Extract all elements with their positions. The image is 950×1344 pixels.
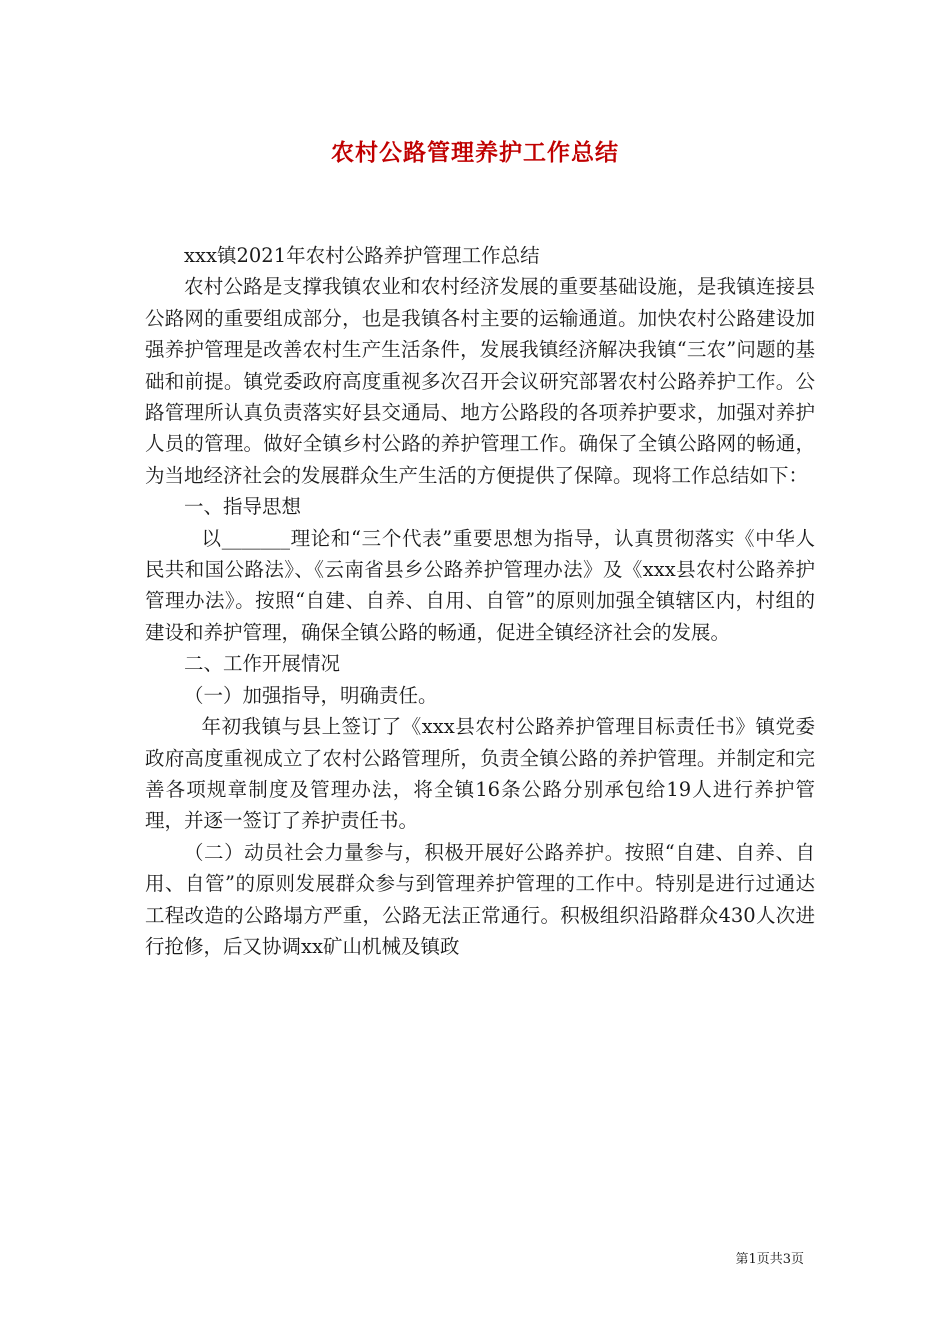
paragraph-responsibility: 年初我镇与县上签订了《xxx县农村公路养护管理目标责任书》镇党委政府高度重视成立了农村公路管理所，负责全镇公路的养护管理。并制定和完善各项规章制度及管理办法，将全镇16条公路分别承包给19人进行养护管理，并逐一签订了养护责任书。 xyxy=(145,715,815,833)
page-number: 第1页共3页 xyxy=(735,1252,804,1267)
paragraph-subtitle: xxx镇2021年农村公路养护管理工作总结 xyxy=(184,244,540,267)
paragraph-social-participation: （二）动员社会力量参与，积极开展好公路养护。按照“自建、自养、自用、自管”的原则发展群众参与到管理养护管理的工作中。特别是进行过通达工程改造的公路塌方严重，公路无法正常通行。积极组织沿路群众430人次进行抢修，后又协调xx矿山机械及镇政 xyxy=(145,840,815,958)
subheading-strengthen-guidance: （一）加强指导，明确责任。 xyxy=(184,683,438,707)
paragraph-intro: 农村公路是支撑我镇农业和农村经济发展的重要基础设施，是我镇连接县公路网的重要组成部分，也是我镇各村主要的运输通道。加快农村公路建设加强养护管理是改善农村生产生活条件，发展我镇经济解决我镇“三农”问题的基础和前提。镇党委政府高度重视多次召开会议研究部署农村公路养护工作。公路管理所认真负责落实好县交通局、地方公路段的各项养护要求，加强对养护人员的管理。做好全镇乡村公路的养护管理工作。确保了全镇公路网的畅通，为当地经济社会的发展群众生产生活的方便提供了保障。现将工作总结如下： xyxy=(145,275,815,487)
document-title: 农村公路管理养护工作总结 xyxy=(331,139,619,166)
document-body xyxy=(145,240,815,962)
heading-work-progress: 二、工作开展情况 xyxy=(184,652,341,676)
heading-guiding-ideology: 一、指导思想 xyxy=(184,495,302,519)
paragraph-guiding-ideology: 以_______理论和“三个代表”重要思想为指导，认真贯彻落实《中华人民共和国公路法》、《云南省县乡公路养护管理办法》及《xxx县农村公路养护管理办法》。按照“自建、自养、自用、自管”的原则加强全镇辖区内，村组的建设和养护管理，确保全镇公路的畅通，促进全镇经济社会的发展。 xyxy=(145,526,815,644)
